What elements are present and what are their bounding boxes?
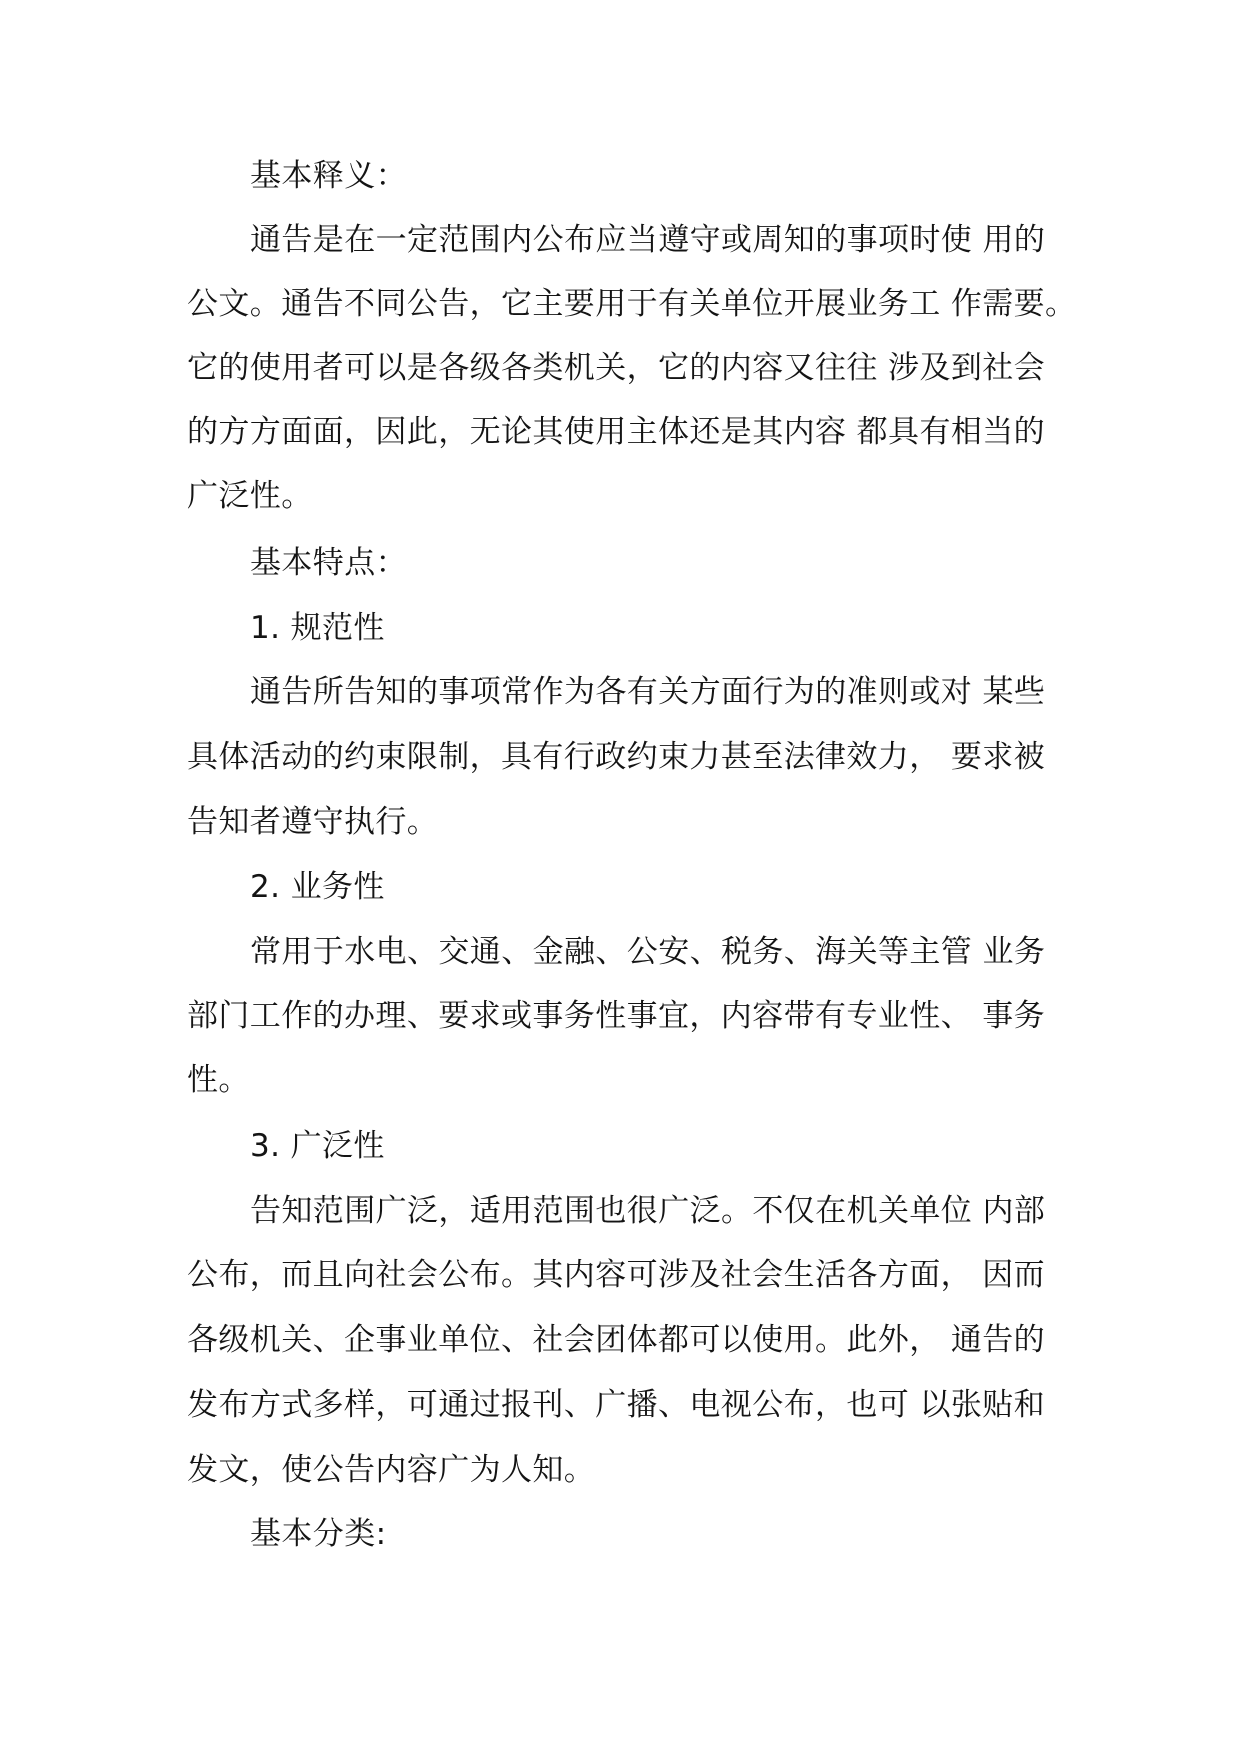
- paragraph-line: 广泛性。: [187, 478, 313, 514]
- paragraph-line: 公布，而且向社会公布。其内容可涉及社会生活各方面， 因而: [187, 1257, 1046, 1293]
- heading-categories: 基本分类:: [250, 1516, 387, 1552]
- paragraph-line: 部门工作的办理、要求或事务性事宜，内容带有专业性、 事务: [187, 998, 1046, 1034]
- heading-definition: 基本释义：: [250, 158, 407, 194]
- paragraph-line: 具体活动的约束限制，具有行政约束力甚至法律效力， 要求被: [187, 739, 1046, 775]
- paragraph-line: 常用于水电、交通、金融、公安、税务、海关等主管 业务: [250, 934, 1046, 970]
- paragraph-line: 通告是在一定范围内公布应当遵守或周知的事项时使 用的: [250, 222, 1046, 258]
- feature-title: 3. 广泛性: [250, 1128, 385, 1164]
- paragraph-line: 的方方面面，因此，无论其使用主体还是其内容 都具有相当的: [187, 414, 1046, 450]
- paragraph-line: 通告所告知的事项常作为各有关方面行为的准则或对 某些: [250, 674, 1046, 710]
- heading-features: 基本特点：: [250, 545, 407, 581]
- paragraph-line: 发布方式多样，可通过报刊、广播、电视公布，也可 以张贴和: [187, 1387, 1046, 1423]
- feature-title: 2. 业务性: [250, 869, 385, 905]
- paragraph-line: 公文。通告不同公告，它主要用于有关单位开展业务工 作需要。: [187, 286, 1077, 322]
- paragraph-line: 各级机关、企事业单位、社会团体都可以使用。此外， 通告的: [187, 1322, 1046, 1358]
- paragraph-line: 告知者遵守执行。: [187, 804, 439, 840]
- paragraph-line: 它的使用者可以是各级各类机关，它的内容又往往 涉及到社会: [187, 350, 1046, 386]
- paragraph-line: 告知范围广泛，适用范围也很广泛。不仅在机关单位 内部: [250, 1193, 1046, 1229]
- paragraph-line: 发文，使公告内容广为人知。: [187, 1452, 596, 1488]
- feature-title: 1. 规范性: [250, 610, 385, 646]
- paragraph-line: 性。: [187, 1062, 250, 1098]
